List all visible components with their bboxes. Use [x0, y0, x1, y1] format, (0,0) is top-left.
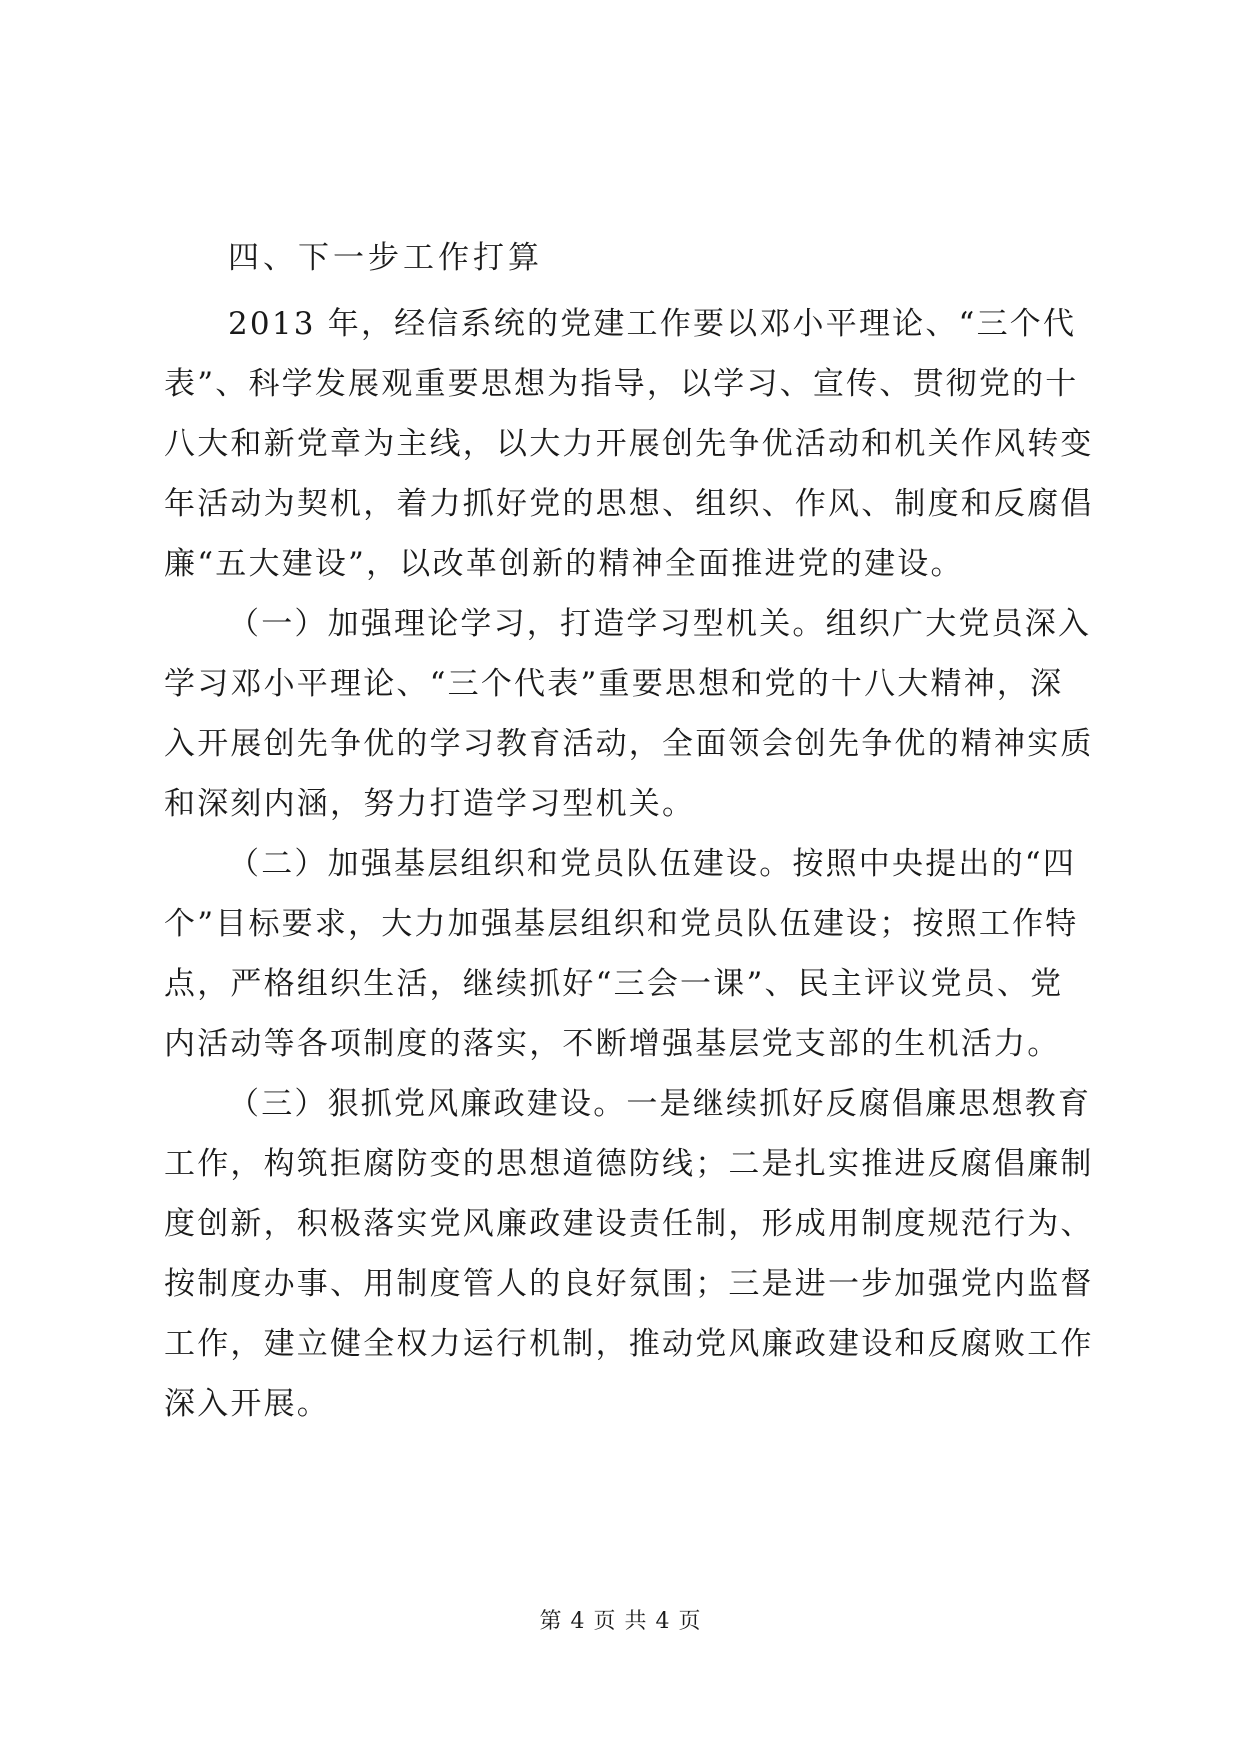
paragraph-line: 和深刻内涵，努力打造学习型机关。 — [164, 786, 696, 822]
paragraph-theory-study — [164, 594, 1094, 834]
paragraph-line: 个”目标要求，大力加强基层组织和党员队伍建设；按照工作特 — [164, 906, 1079, 942]
paragraph-line: 度创新，积极落实党风廉政建设责任制，形成用制度规范行为、 — [164, 1206, 1094, 1242]
paragraph-line: （三）狠抓党风廉政建设。一是继续抓好反腐倡廉思想教育 — [228, 1086, 1092, 1122]
paragraph-integrity-building — [164, 1074, 1094, 1434]
paragraph-line: 学习邓小平理论、“三个代表”重要思想和党的十八大精神，深 — [164, 666, 1064, 702]
paragraph-line: （二）加强基层组织和党员队伍建设。按照中央提出的“四 — [228, 846, 1077, 882]
page-number-footer: 第 4 页 共 4 页 — [539, 1609, 702, 1634]
paragraph-line: 2013 年，经信系统的党建工作要以邓小平理论、“三个代 — [228, 306, 1077, 342]
paragraph-line: 廉“五大建设”，以改革创新的精神全面推进党的建设。 — [164, 546, 964, 582]
paragraph-line: 工作，建立健全权力运行机制，推动党风廉政建设和反腐败工作 — [164, 1326, 1094, 1362]
document-body — [164, 228, 1094, 1434]
paragraph-line: 年活动为契机，着力抓好党的思想、组织、作风、制度和反腐倡 — [164, 486, 1094, 522]
paragraph-line: 深入开展。 — [164, 1386, 330, 1422]
paragraph-intro — [164, 294, 1094, 594]
paragraph-line: 八大和新党章为主线，以大力开展创先争优活动和机关作风转变 — [164, 426, 1094, 462]
paragraph-line: 表”、科学发展观重要思想为指导，以学习、宣传、贯彻党的十 — [164, 366, 1079, 402]
paragraph-line: 点，严格组织生活，继续抓好“三会一课”、民主评议党员、党 — [164, 966, 1064, 1002]
paragraph-line: 内活动等各项制度的落实，不断增强基层党支部的生机活力。 — [164, 1026, 1061, 1062]
paragraph-grassroots-organization — [164, 834, 1080, 1074]
paragraph-line: 按制度办事、用制度管人的良好氛围；三是进一步加强党内监督 — [164, 1266, 1094, 1302]
paragraph-line: 工作，构筑拒腐防变的思想道德防线；二是扎实推进反腐倡廉制 — [164, 1146, 1094, 1182]
section-heading: 四、下一步工作打算 — [228, 240, 543, 276]
paragraph-line: （一）加强理论学习，打造学习型机关。组织广大党员深入 — [228, 606, 1092, 642]
paragraph-line: 入开展创先争优的学习教育活动，全面领会创先争优的精神实质 — [164, 726, 1094, 762]
